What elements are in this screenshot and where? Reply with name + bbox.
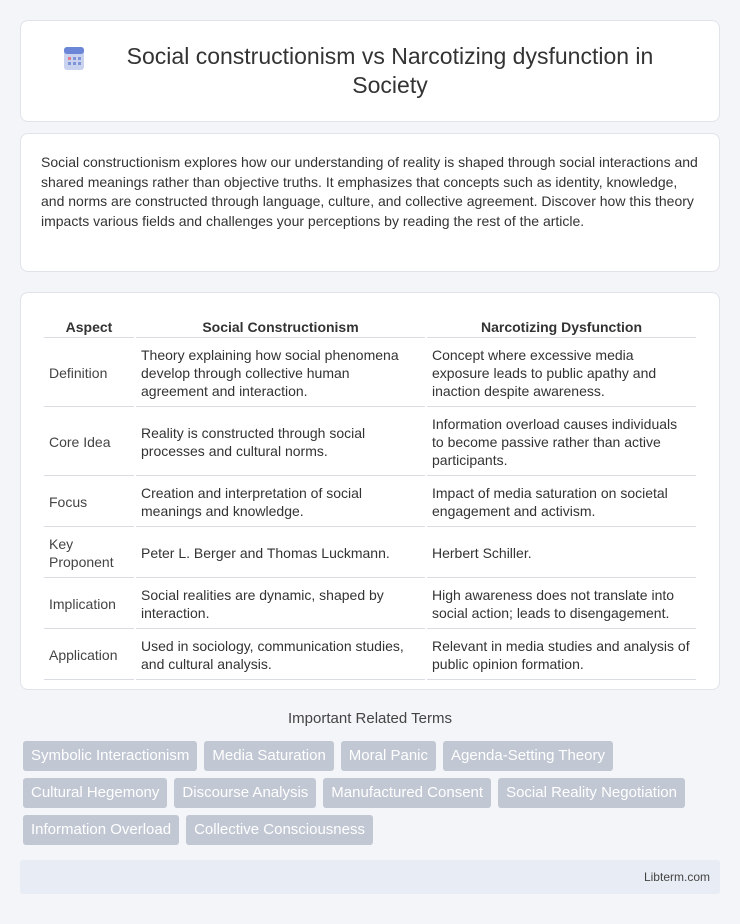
tag-moral-panic[interactable]: Moral Panic [341, 741, 436, 771]
row-narcotizing-dysfunction: Relevant in media studies and analysis of public opinion formation. [427, 631, 696, 680]
row-aspect: Application [44, 631, 134, 680]
tag-social-reality-negotiation[interactable]: Social Reality Negotiation [498, 778, 685, 808]
tag-symbolic-interactionism[interactable]: Symbolic Interactionism [23, 741, 197, 771]
footer-site-link[interactable]: Libterm.com [643, 870, 710, 884]
tag-information-overload[interactable]: Information Overload [23, 815, 179, 845]
comparison-card [20, 292, 720, 690]
footer [20, 860, 720, 894]
tag-collective-consciousness[interactable]: Collective Consciousness [186, 815, 373, 845]
table-header-row [44, 315, 696, 338]
tag-discourse-analysis[interactable]: Discourse Analysis [174, 778, 316, 808]
row-social-constructionism: Social realities are dynamic, shaped by interaction. [136, 580, 425, 629]
row-narcotizing-dysfunction: Herbert Schiller. [427, 529, 696, 578]
document-icon [61, 44, 87, 72]
row-narcotizing-dysfunction: High awareness does not translate into social action; leads to disengagement. [427, 580, 696, 629]
intro-card [20, 133, 720, 272]
related-terms-tags [20, 741, 720, 845]
table-row [44, 529, 696, 578]
row-aspect: Key Proponent [44, 529, 134, 578]
row-social-constructionism: Theory explaining how social phenomena develop through collective human agreement and interaction. [136, 340, 425, 407]
table-row [44, 631, 696, 680]
row-narcotizing-dysfunction: Impact of media saturation on societal engagement and activism. [427, 478, 696, 527]
intro-text: Social constructionism explores how our understanding of reality is shaped through social interactions and shared meanings rather than objective truths. It emphasizes that concepts such as identity, knowledge, and norms are constructed through language, culture, and collective agreement. Discover how this theory impacts various fields and challenges your perceptions by reading the rest of the article. [41, 154, 698, 229]
row-aspect: Implication [44, 580, 134, 629]
header-aspect: Aspect [44, 315, 134, 338]
row-narcotizing-dysfunction: Concept where excessive media exposure leads to public apathy and inaction despite awareness. [427, 340, 696, 407]
page-title: Social constructionism vs Narcotizing dysfunction in Society [126, 43, 654, 98]
table-row [44, 478, 696, 527]
header-narcotizing-dysfunction: Narcotizing Dysfunction [427, 315, 696, 338]
table-row [44, 409, 696, 476]
row-social-constructionism: Creation and interpretation of social meanings and knowledge. [136, 478, 425, 527]
header-inner [61, 42, 679, 100]
header-social-constructionism: Social Constructionism [136, 315, 425, 338]
row-aspect: Definition [44, 340, 134, 407]
tag-media-saturation[interactable]: Media Saturation [204, 741, 333, 771]
table-row [44, 580, 696, 629]
tag-manufactured-consent[interactable]: Manufactured Consent [323, 778, 491, 808]
table-row [44, 340, 696, 407]
tag-cultural-hegemony[interactable]: Cultural Hegemony [23, 778, 167, 808]
row-aspect: Focus [44, 478, 134, 527]
tag-agenda-setting-theory[interactable]: Agenda-Setting Theory [443, 741, 613, 771]
header-card [20, 20, 720, 122]
row-social-constructionism: Used in sociology, communication studies, and cultural analysis. [136, 631, 425, 680]
related-terms-title: Important Related Terms [288, 710, 452, 727]
row-narcotizing-dysfunction: Information overload causes individuals to become passive rather than active participants. [427, 409, 696, 476]
related-terms-section [20, 710, 720, 845]
row-social-constructionism: Peter L. Berger and Thomas Luckmann. [136, 529, 425, 578]
row-social-constructionism: Reality is constructed through social processes and cultural norms. [136, 409, 425, 476]
comparison-table [42, 313, 698, 682]
row-aspect: Core Idea [44, 409, 134, 476]
